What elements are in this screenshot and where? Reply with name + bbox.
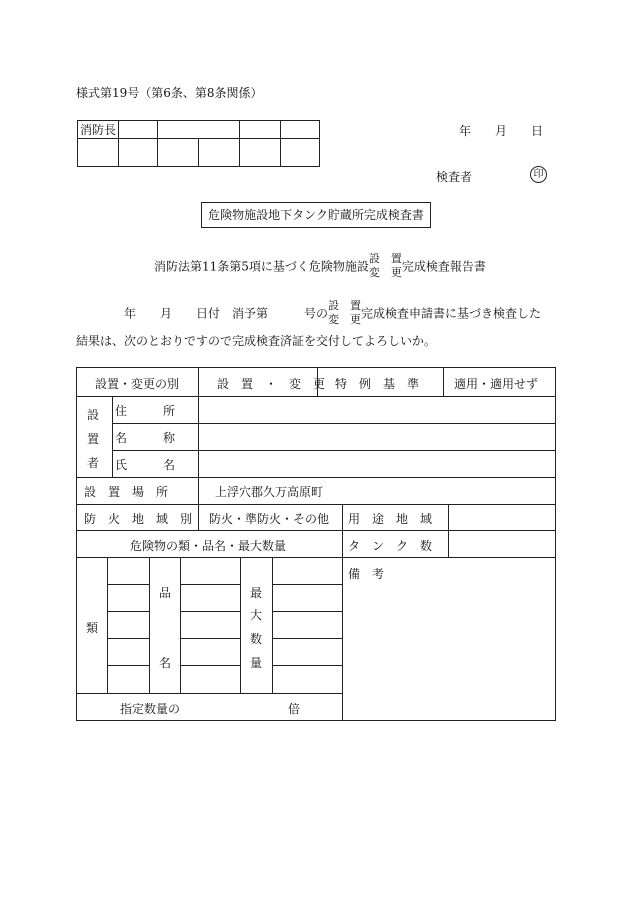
report-line xyxy=(154,252,486,280)
location-label: 設 置 場 所 xyxy=(84,485,169,499)
approval-cell[interactable] xyxy=(281,121,320,139)
item-label: 品 xyxy=(159,586,172,600)
approval-cell[interactable] xyxy=(119,121,158,139)
inspector-label: 検査者 xyxy=(436,170,473,184)
tank-count-field[interactable] xyxy=(450,532,552,556)
seal-mark: 印 xyxy=(530,166,547,183)
times-label: 倍 xyxy=(288,702,301,716)
approval-cell[interactable] xyxy=(199,139,240,167)
approval-cell[interactable] xyxy=(240,139,281,167)
remarks-field[interactable] xyxy=(344,583,552,719)
installer-char: 設 xyxy=(87,408,100,422)
installer-char: 者 xyxy=(87,456,100,470)
body-options xyxy=(328,299,361,327)
body-line1 xyxy=(124,299,541,327)
remarks-label: 備 考 xyxy=(348,567,385,581)
fire-zone-value[interactable]: 防火・準防火・その他 xyxy=(209,512,330,526)
item-label: 名 xyxy=(159,656,172,670)
special-standard-value[interactable]: 適用・適用せず xyxy=(454,377,539,391)
use-zone-field[interactable] xyxy=(450,506,552,529)
option-change: 変 更 xyxy=(328,313,362,326)
option-install: 設 置 xyxy=(328,299,362,312)
report-options xyxy=(369,252,402,280)
approval-table xyxy=(77,120,320,167)
max-qty-char: 数 xyxy=(250,632,263,646)
body-line1-suffix: 完成検査申請書に基づき検査した xyxy=(361,306,542,321)
report-prefix: 消防法第11条第5項に基づく危険物施設 xyxy=(154,259,369,274)
approval-cell[interactable] xyxy=(78,139,119,167)
form-number: 様式第19号（第6条、第8条関係） xyxy=(76,86,263,100)
entity-name-field[interactable] xyxy=(200,425,552,449)
person-name-field[interactable] xyxy=(200,452,552,476)
approval-cell[interactable] xyxy=(158,121,240,139)
use-zone-label: 用 途 地 域 xyxy=(348,512,433,526)
approval-cell[interactable] xyxy=(281,139,320,167)
designated-qty-label: 指定数量の xyxy=(120,702,181,716)
option-change: 変 更 xyxy=(368,266,402,279)
option-install: 設 置 xyxy=(368,252,402,265)
max-qty-char: 最 xyxy=(250,586,263,600)
address-field[interactable] xyxy=(200,398,552,422)
body-line1-prefix: 年 月 日付 消予第 号の xyxy=(124,306,329,321)
change-type-label: 設置・変更の別 xyxy=(95,377,180,391)
hazmat-label: 危険物の類・品名・最大数量 xyxy=(130,539,287,553)
location-value[interactable]: 上浮穴郡久万高原町 xyxy=(215,485,324,499)
document-title: 危険物施設地下タンク貯蔵所完成検査書 xyxy=(201,202,431,228)
max-qty-char: 量 xyxy=(250,656,263,670)
inspection-table xyxy=(76,367,556,721)
entity-name-label: 名 称 xyxy=(115,431,176,445)
approval-cell[interactable] xyxy=(158,139,199,167)
change-type-value[interactable]: 設 置 ・ 変 更 xyxy=(217,377,326,391)
type-label: 類 xyxy=(86,621,99,635)
max-qty-char: 大 xyxy=(250,608,263,622)
fire-zone-label: 防 火 地 域 別 xyxy=(84,512,193,526)
approval-cell[interactable] xyxy=(119,139,158,167)
designated-qty-field[interactable] xyxy=(197,696,277,718)
tank-count-label: タ ン ク 数 xyxy=(348,539,433,553)
address-label: 住 所 xyxy=(115,404,176,418)
chief-label: 消防長 xyxy=(78,121,119,139)
person-name-label: 氏 名 xyxy=(115,458,176,472)
body-line2: 結果は、次のとおりですので完成検査済証を交付してよろしいか。 xyxy=(76,334,437,348)
special-standard-label: 特 例 基 準 xyxy=(335,377,420,391)
report-suffix: 完成検査報告書 xyxy=(401,259,486,274)
approval-cell[interactable] xyxy=(240,121,281,139)
date-field: 年 月 日 xyxy=(459,124,544,138)
installer-char: 置 xyxy=(87,432,100,446)
